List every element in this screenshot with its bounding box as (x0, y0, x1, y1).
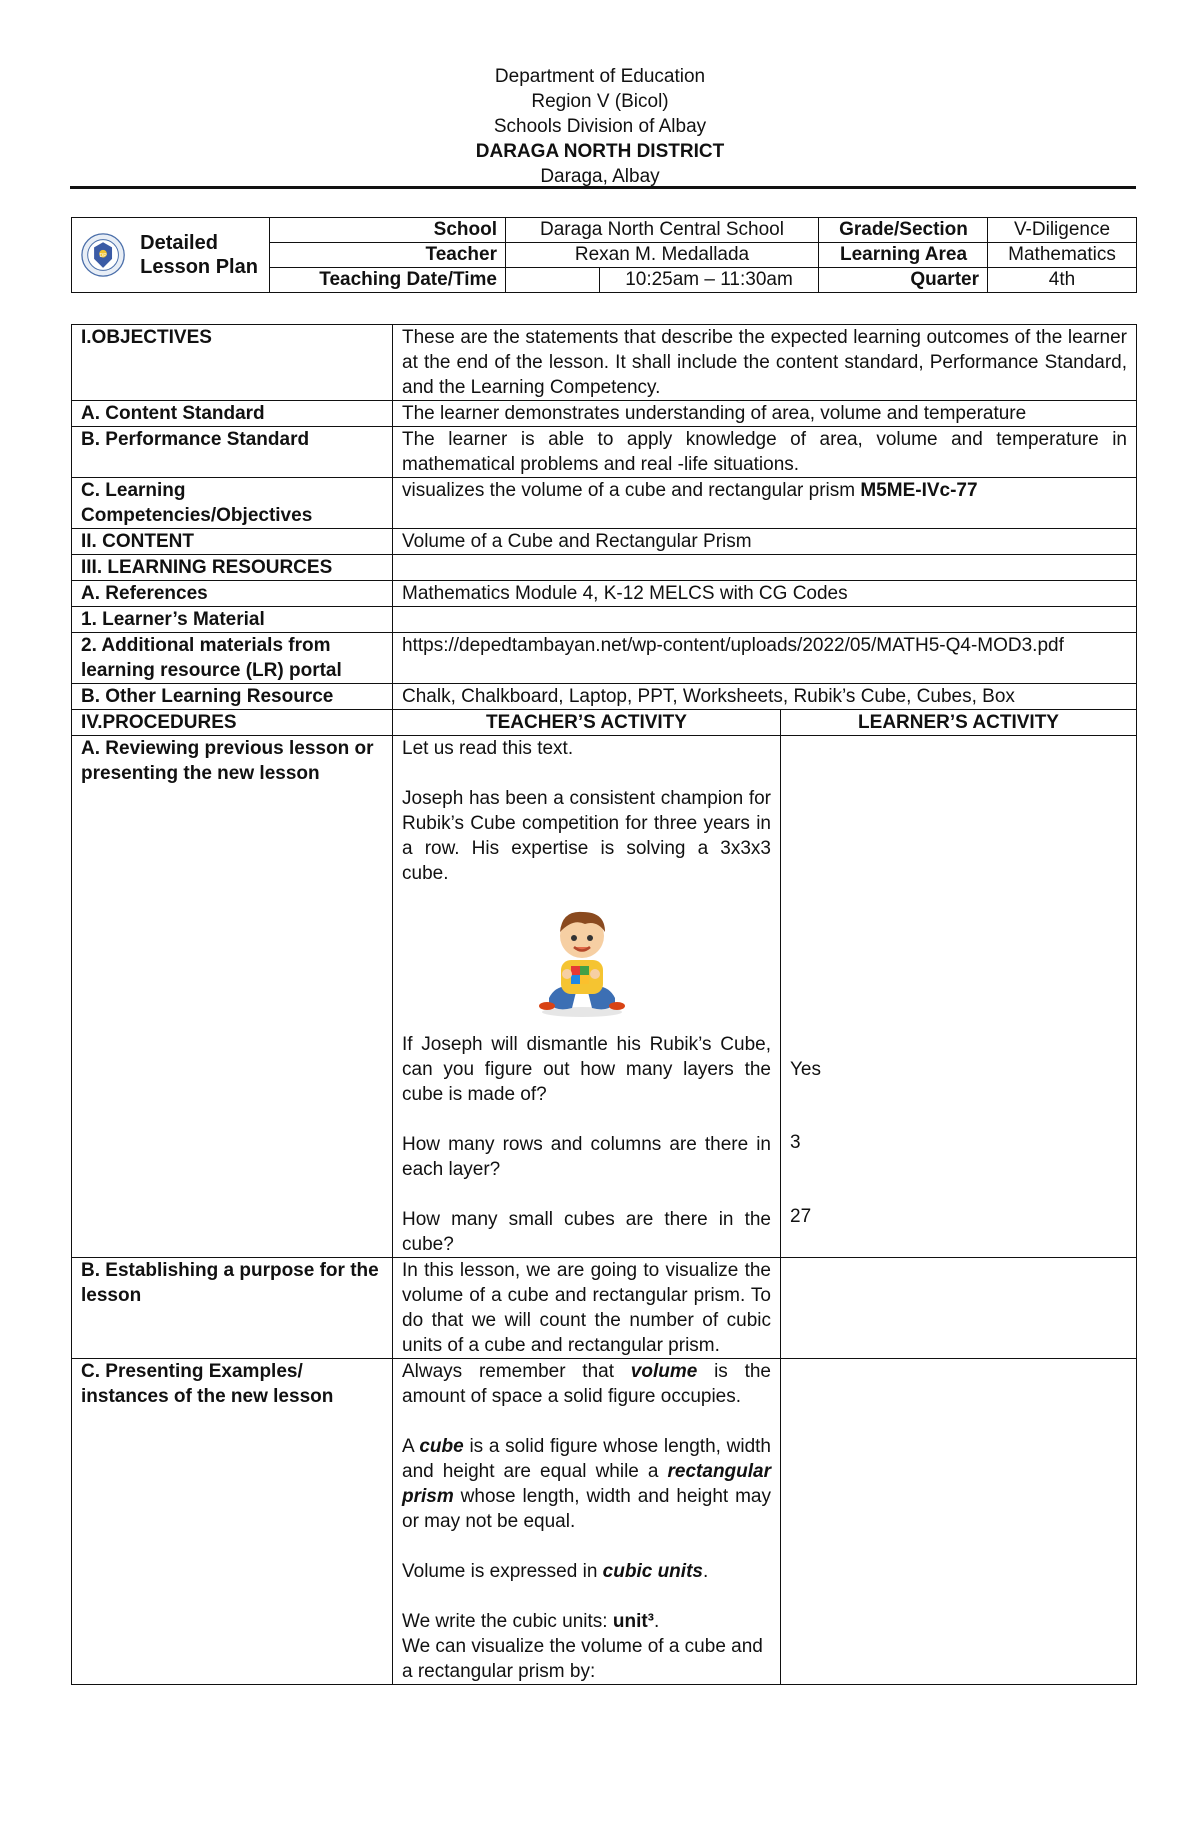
procedure-c-label: C. Presenting Examples/ instances of the new lesson (72, 1359, 393, 1685)
procedure-a-learner (781, 736, 1137, 1258)
term-cubic-units: cubic units (602, 1561, 703, 1582)
learners-material-row (72, 607, 1137, 633)
performance-standard-row (72, 427, 1137, 478)
header-region: Region V (Bicol) (531, 91, 669, 112)
dlp-title: Detailed Lesson Plan (140, 232, 258, 278)
learner-activity-header: LEARNER’S ACTIVITY (781, 710, 1137, 736)
resources-empty (393, 555, 1137, 581)
unit-notation: We write the cubic units: unit³. (402, 1611, 660, 1632)
competency-text: visualizes the volume of a cube and rectangular prism (402, 480, 861, 501)
content-standard-text: The learner demonstrates understanding of area, volume and temperature (393, 401, 1137, 427)
objectives-label: I.OBJECTIVES (72, 325, 393, 401)
deped-seal-icon (80, 219, 126, 291)
content-row (72, 529, 1137, 555)
content-text: Volume of a Cube and Rectangular Prism (393, 529, 1137, 555)
learners-material-label: 1. Learner’s Material (72, 607, 393, 633)
learners-material-empty (393, 607, 1137, 633)
additional-materials-link[interactable]: https://depedtambayan.net/wp-content/uploads/2022/05/MATH5-Q4-MOD3.pdf (393, 633, 1137, 684)
procedure-a-question-2: How many rows and columns are there in each layer? (402, 1134, 771, 1180)
header-district: DARAGA NORTH DISTRICT (475, 141, 725, 162)
cubic-units-note: Volume is expressed in cubic units. (402, 1561, 709, 1582)
references-row (72, 581, 1137, 607)
procedure-a-intro: Let us read this text. (402, 738, 574, 759)
grade-label: Grade/Section (819, 218, 988, 243)
objectives-text: These are the statements that describe the expected learning outcomes of the learner at the end of the lesson. It shall include the content standard, Performance Standard, and the Learning Competency. (393, 325, 1137, 401)
date-time-cell (506, 268, 819, 293)
visualize-intro: We can visualize the volume of a cube and a rectangular prism by: (402, 1636, 763, 1682)
procedure-b-row (72, 1258, 1137, 1359)
other-resources-row (72, 684, 1137, 710)
procedure-c-row (72, 1359, 1137, 1685)
boy-illustration-icon (527, 900, 637, 1020)
answer-layers: Yes (790, 1059, 821, 1080)
teacher-label: Teacher (270, 243, 506, 268)
references-label: A. References (72, 581, 393, 607)
grade-value: V-Diligence (988, 218, 1137, 243)
performance-standard-label: B. Performance Standard (72, 427, 393, 478)
answer-small-cubes: 27 (790, 1206, 812, 1227)
procedure-b-label: B. Establishing a purpose for the lesson (72, 1258, 393, 1359)
procedure-b-teacher: In this lesson, we are going to visualize the volume of a cube and rectangular prism. To do that we will count the number of cubic units of a cube and rectangular prism. (393, 1258, 781, 1359)
procedure-a-story: Joseph has been a consistent champion for Rubik’s Cube competition for three years in a row. His expertise is solving a 3x3x3 cube. (402, 788, 771, 884)
content-standard-label: A. Content Standard (72, 401, 393, 427)
resources-label: III. LEARNING RESOURCES (72, 555, 393, 581)
procedure-a-question-3: How many small cubes are there in the cube? (402, 1209, 771, 1255)
procedures-header-row (72, 710, 1137, 736)
procedure-a-label: A. Reviewing previous lesson or presenting the new lesson (72, 736, 393, 1258)
procedure-b-learner (781, 1258, 1137, 1359)
volume-definition: Always remember that volume is the amount of space a solid figure occupies. (402, 1361, 771, 1407)
additional-materials-row (72, 633, 1137, 684)
procedure-c-learner (781, 1359, 1137, 1685)
procedure-a-row (72, 736, 1137, 1258)
svg-text:DP: DP (99, 252, 107, 259)
content-standard-row (72, 401, 1137, 427)
cube-definition: A cube is a solid figure whose length, width and height are equal while a rectangular prism whose length, width and height may or may not be equal. (402, 1436, 772, 1532)
area-value: Mathematics (988, 243, 1137, 268)
term-rectangular-prism: rectangular prism (402, 1461, 771, 1507)
answer-rows-columns: 3 (790, 1132, 801, 1153)
header-department: Department of Education (494, 66, 706, 87)
quarter-label: Quarter (819, 268, 988, 293)
competency-row (72, 478, 1137, 529)
teacher-activity-header: TEACHER’S ACTIVITY (393, 710, 781, 736)
performance-standard-text: The learner is able to apply knowledge of area, volume and temperature in mathematical problems and real -life situations. (393, 427, 1137, 478)
procedures-label: IV.PROCEDURES (72, 710, 393, 736)
references-text: Mathematics Module 4, K-12 MELCS with CG Codes (393, 581, 1137, 607)
boy-with-rubiks-cube-image (402, 886, 771, 1032)
area-label: Learning Area (819, 243, 988, 268)
quarter-value: 4th (988, 268, 1137, 293)
competency-cell (393, 478, 1137, 529)
date-label: Teaching Date/Time (270, 268, 506, 293)
lesson-info-table (71, 217, 1137, 293)
time-value: 10:25am – 11:30am (625, 269, 793, 290)
procedure-a-teacher (393, 736, 781, 1258)
other-resources-label: B. Other Learning Resource (72, 684, 393, 710)
header-location: Daraga, Albay (540, 166, 660, 187)
lesson-plan-table (71, 324, 1137, 1685)
content-label: II. CONTENT (72, 529, 393, 555)
other-resources-text: Chalk, Chalkboard, Laptop, PPT, Worksheets, Rubik’s Cube, Cubes, Box (393, 684, 1137, 710)
procedure-a-question-1: If Joseph will dismantle his Rubik’s Cube, can you figure out how many layers the cube is made of? (402, 1034, 771, 1105)
school-label: School (270, 218, 506, 243)
term-cube: cube (419, 1436, 464, 1457)
header-division: Schools Division of Albay (493, 116, 707, 137)
competency-code: M5ME-IVc-77 (860, 480, 978, 501)
procedure-c-teacher (393, 1359, 781, 1685)
header-divider (70, 186, 1136, 189)
logo-title-cell (72, 218, 270, 293)
term-volume: volume (630, 1361, 698, 1382)
competency-label: C. Learning Competencies/Objectives (72, 478, 393, 529)
date-value (506, 268, 600, 292)
resources-row (72, 555, 1137, 581)
additional-materials-label: 2. Additional materials from learning resource (LR) portal (72, 633, 393, 684)
objectives-row (72, 325, 1137, 401)
teacher-value: Rexan M. Medallada (506, 243, 819, 268)
document-header (0, 64, 1200, 189)
term-unit-cubed: unit³ (612, 1611, 655, 1632)
school-value: Daraga North Central School (506, 218, 819, 243)
